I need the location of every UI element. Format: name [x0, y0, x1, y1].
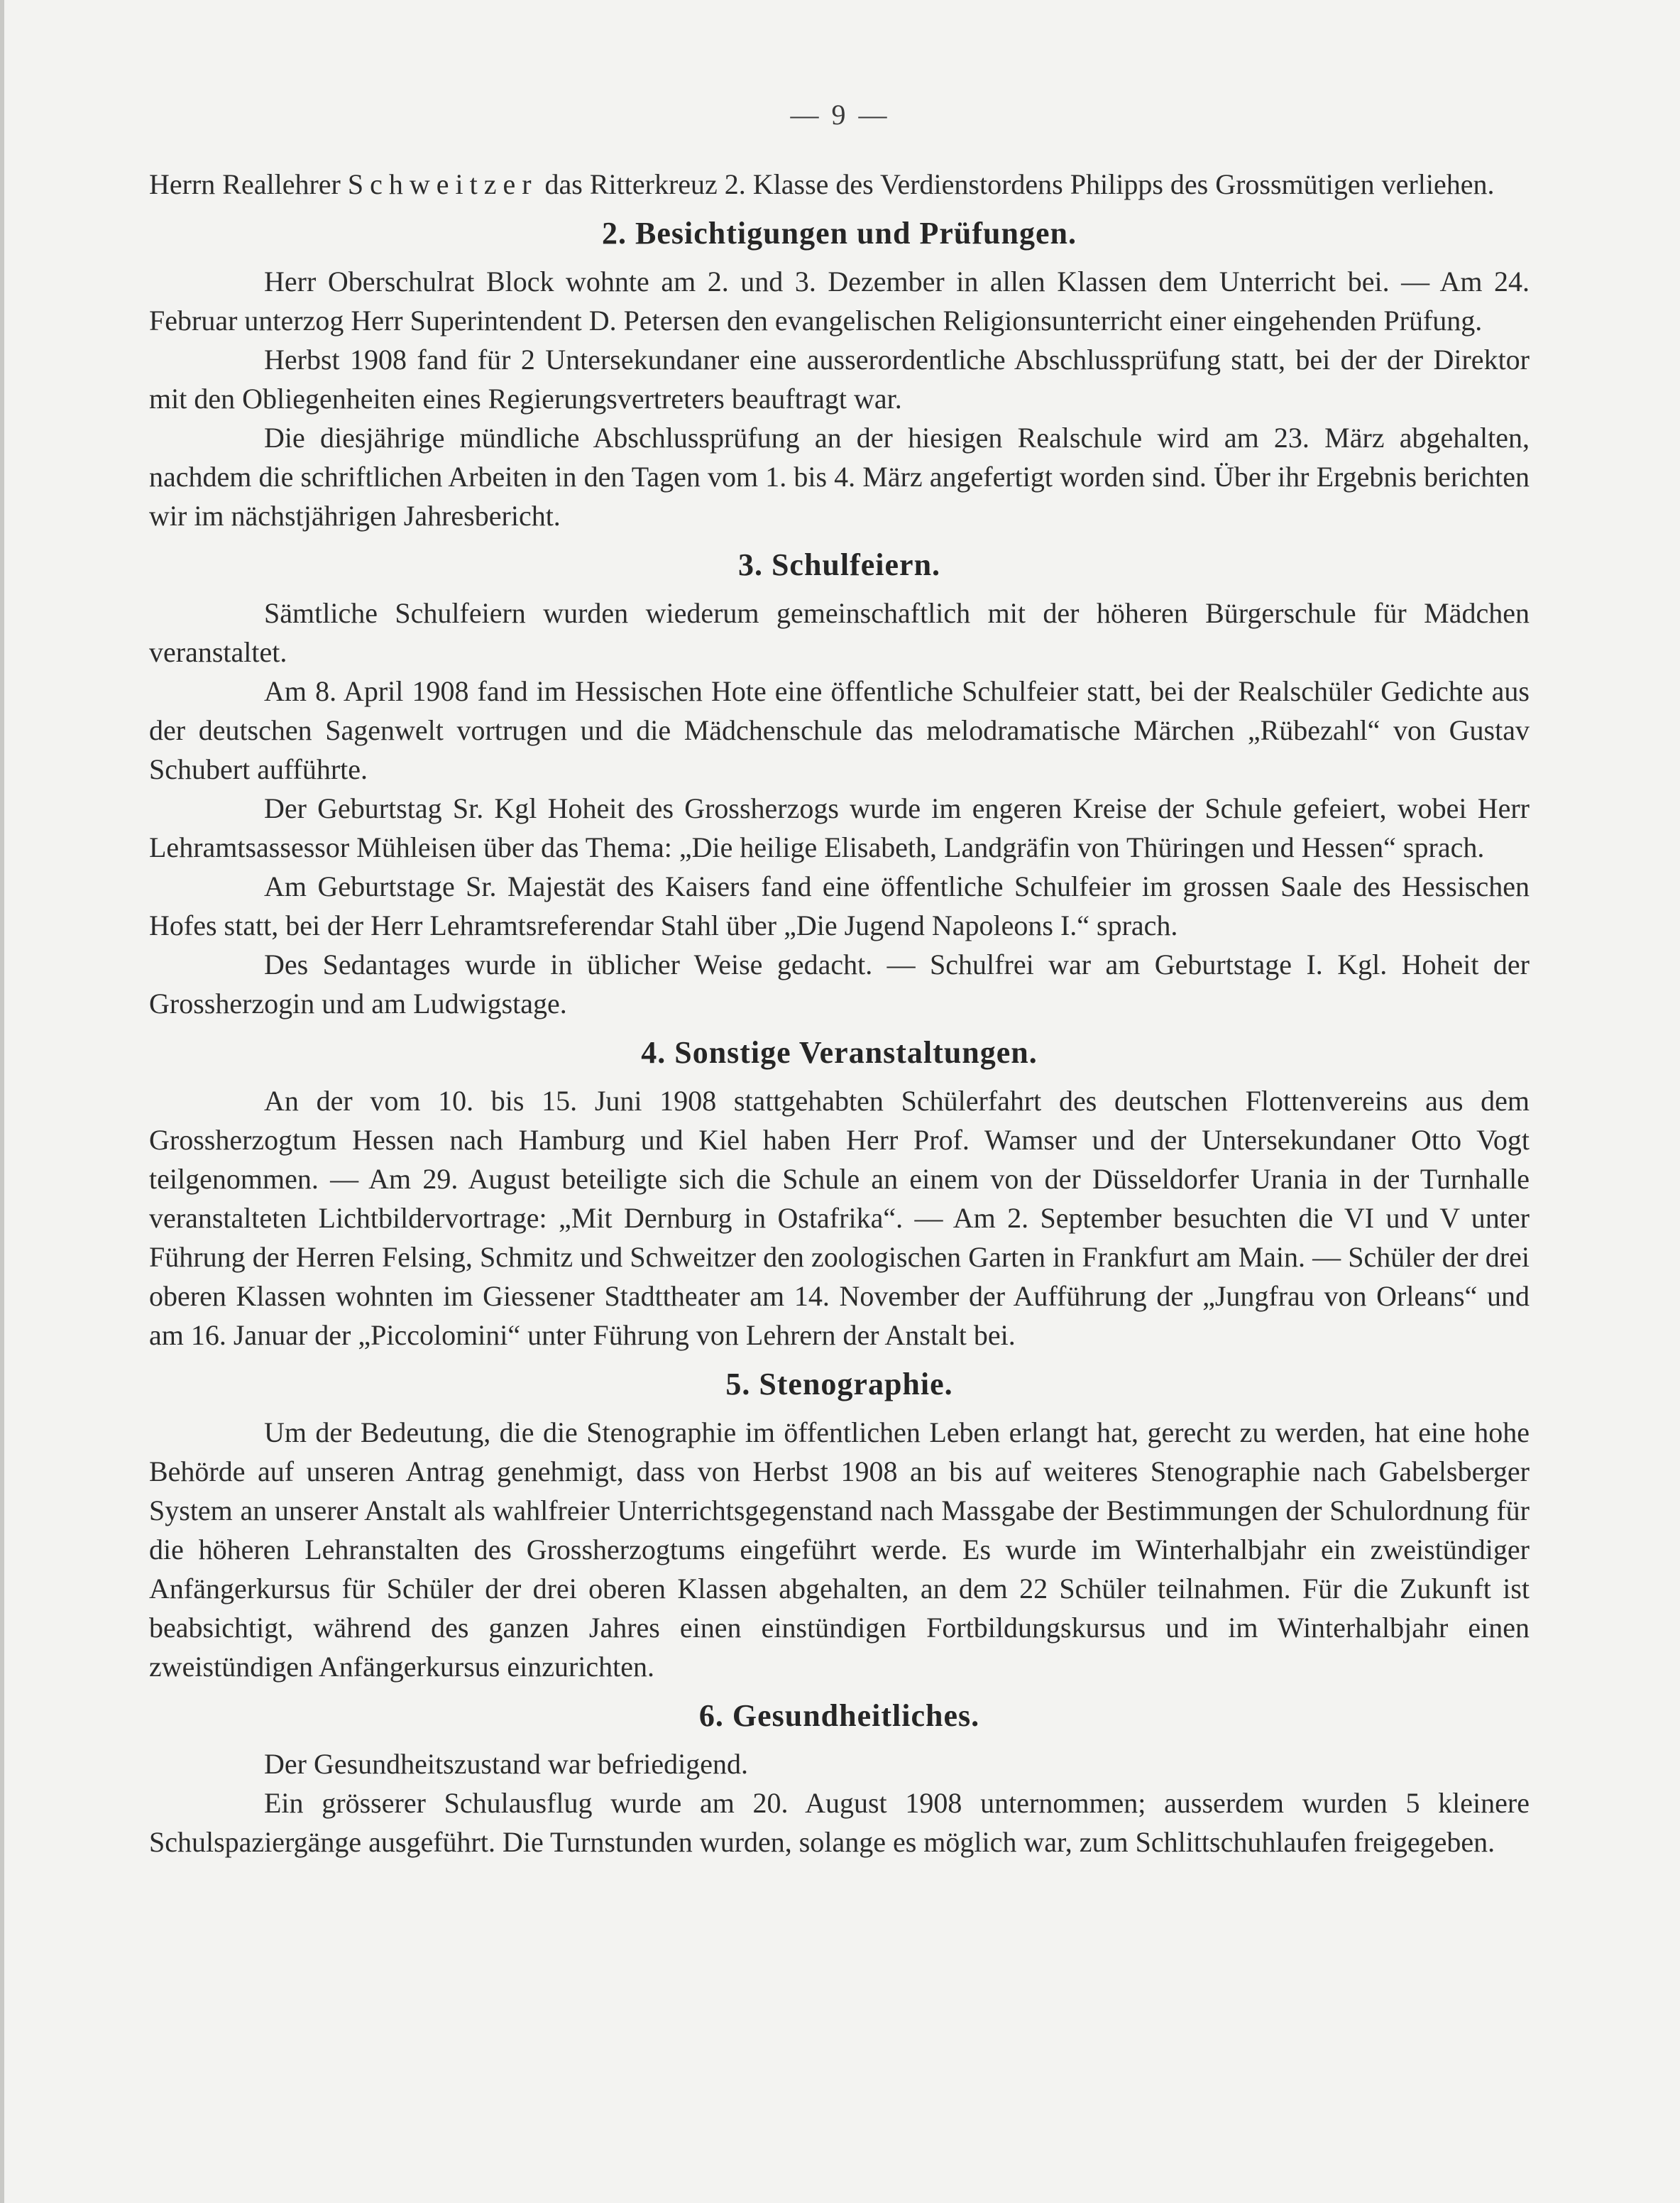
paragraph: Der Geburtstag Sr. Kgl Hoheit des Grossherzogs wurde im engeren Kreise der Schule gefeiert, wobei Herr Lehramtsassessor Mühleisen über das Thema: „Die heilige Elisabeth, Landgräfin von Thüringen und Hessen“ sprach.: [149, 792, 1530, 863]
intro-text-start: Herrn Reallehrer: [149, 168, 348, 200]
page-number: — 9 —: [790, 99, 890, 131]
paragraph: Der Gesundheitszustand war befriedigend.: [264, 1748, 748, 1780]
section-heading-veranstaltungen: 4. Sonstige Veranstaltungen.: [641, 1035, 1038, 1070]
paragraph: Ein grösserer Schulausflug wurde am 20. August 1908 unternommen; ausserdem wurden 5 kleinere Schulspaziergänge ausgeführt. Die Turnstunden wurden, solange es möglich war, zum Schlittschuhlaufen freigegeben.: [149, 1787, 1530, 1858]
intro-paragraph: [149, 165, 1530, 204]
paragraph: Sämtliche Schulfeiern wurden wiederum gemeinschaftlich mit der höheren Bürgerschule für Mädchen veranstaltet.: [149, 597, 1530, 668]
section-heading-gesundheitliches: 6. Gesundheitliches.: [698, 1698, 980, 1733]
section-heading-stenographie: 5. Stenographie.: [725, 1367, 953, 1401]
paragraph: Um der Bedeutung, die die Stenographie im öffentlichen Leben erlangt hat, gerecht zu werden, hat eine hohe Behörde auf unseren Antrag genehmigt, dass von Herbst 1908 an bis auf weiteres Stenographie nach Gabelsberger System an unserer Anstalt als wahlfreier Unterrichtsgegenstand nach Massgabe der Bestimmungen der Schulordnung für die höheren Lehranstalten des Grossherzogtums eingeführt werde. Es wurde im Winterhalbjahr ein zweistündiger Anfängerkursus für Schüler der drei oberen Klassen abgehalten, an dem 22 Schüler teilnahmen. Für die Zukunft ist beabsichtigt, während des ganzen Jahres einen einstündigen Fortbildungskursus und im Winterhalbjahr einen zweistündigen Anfängerkursus einzurichten.: [149, 1416, 1530, 1683]
paragraph: Die diesjährige mündliche Abschlussprüfung an der hiesigen Realschule wird am 23. März abgehalten, nachdem die schriftlichen Arbeiten in den Tagen vom 1. bis 4. März angefertigt worden sind. Über ihr Ergebnis berichten wir im nächstjährigen Jahresbericht.: [149, 422, 1530, 532]
section-heading-besichtigungen: 2. Besichtigungen und Prüfungen.: [602, 216, 1077, 251]
intro-text-rest: das Ritterkreuz 2. Klasse des Verdienstordens Philipps des Grossmütigen verliehen.: [537, 168, 1495, 200]
paragraph: Herbst 1908 fand für 2 Untersekundaner eine ausserordentliche Abschlussprüfung statt, bei der der Direktor mit den Obliegenheiten eines Regierungsvertreters beauftragt war.: [149, 344, 1530, 415]
scan-edge: [0, 0, 4, 2203]
paragraph: Herr Oberschulrat Block wohnte am 2. und 3. Dezember in allen Klassen dem Unterricht bei. — Am 24. Februar unterzog Herr Superintendent D. Petersen den evangelischen Religionsunterricht einer eingehenden Prüfung.: [149, 266, 1530, 337]
page-content: [149, 165, 1530, 1862]
section-heading-schulfeiern: 3. Schulfeiern.: [737, 547, 941, 582]
paragraph: Am Geburtstage Sr. Majestät des Kaisers fand eine öffentliche Schulfeier im grossen Saale des Hessischen Hofes statt, bei der Herr Lehramtsreferendar Stahl über „Die Jugend Napoleons I.“ sprach.: [149, 870, 1530, 941]
paragraph: Des Sedantages wurde in üblicher Weise gedacht. — Schulfrei war am Geburtstage I. Kgl. Hoheit der Grossherzogin und am Ludwigstage.: [149, 949, 1530, 1019]
intro-name: Schweitzer: [347, 168, 538, 200]
paragraph: Am 8. April 1908 fand im Hessischen Hote eine öffentliche Schulfeier statt, bei der Realschüler Gedichte aus der deutschen Sagenwelt vortrugen und die Mädchenschule das melodramatische Märchen „Rübezahl“ von Gustav Schubert aufführte.: [149, 675, 1530, 785]
paragraph: An der vom 10. bis 15. Juni 1908 stattgehabten Schülerfahrt des deutschen Flottenvereins aus dem Grossherzogtum Hessen nach Hamburg und Kiel haben Herr Prof. Wamser und der Untersekundaner Otto Vogt teilgenommen. — Am 29. August beteiligte sich die Schule an einem von der Düsseldorfer Urania in der Turnhalle veranstalteten Lichtbildervortrage: „Mit Dernburg in Ostafrika“. — Am 2. September besuchten die VI und V unter Führung der Herren Felsing, Schmitz und Schweitzer den zoologischen Garten in Frankfurt am Main. — Schüler der drei oberen Klassen wohnten im Giessener Stadttheater am 14. November der Aufführung der „Jungfrau von Orleans“ und am 16. Januar der „Piccolomini“ unter Führung von Lehrern der Anstalt bei.: [149, 1085, 1530, 1351]
